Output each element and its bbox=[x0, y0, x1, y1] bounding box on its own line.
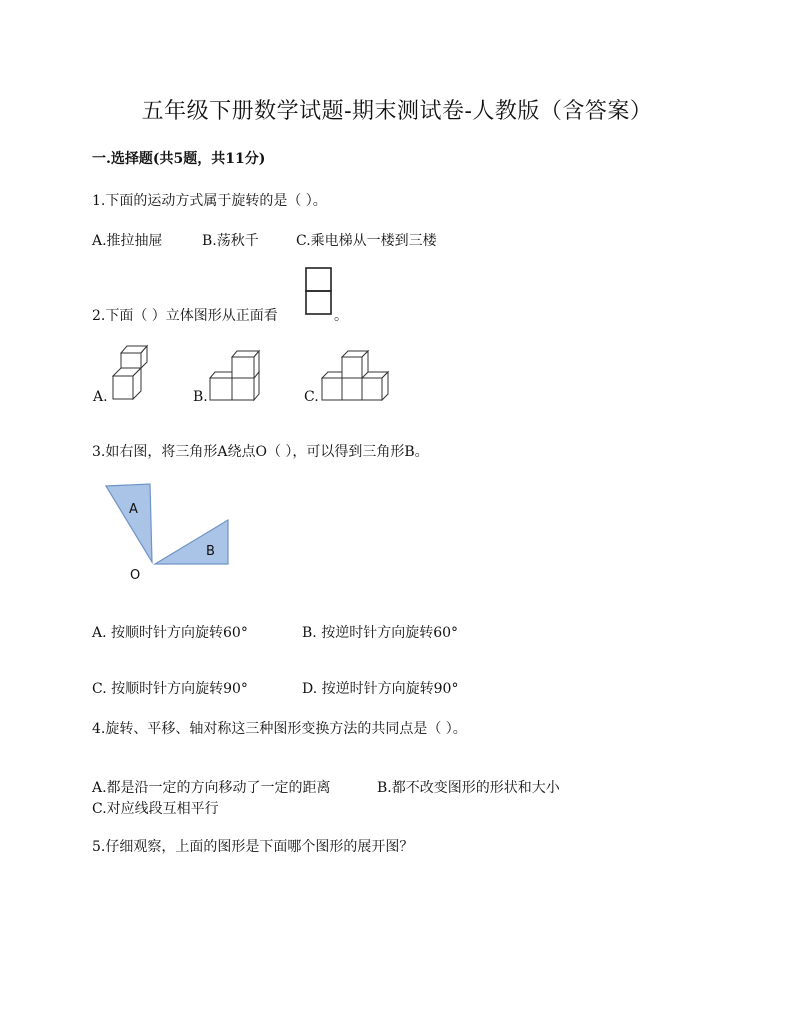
q4-option-c: C.对应线段互相平行 bbox=[92, 801, 219, 817]
q1-option-b: B.荡秋千 bbox=[202, 233, 259, 249]
rotation-figure bbox=[100, 478, 240, 588]
question-4: 4.旋转、平移、轴对称这三种图形变换方法的共同点是（ ）。 bbox=[92, 721, 467, 737]
q2-option-b: B. bbox=[193, 389, 208, 405]
q2-option-c: C. bbox=[304, 389, 319, 405]
cube-figure-b bbox=[207, 348, 262, 403]
q3-option-b: B. 按逆时针方向旋转60° bbox=[302, 625, 459, 641]
question-2-tail: 。 bbox=[334, 308, 348, 324]
q3-option-a: A. 按顺时针方向旋转60° bbox=[92, 625, 248, 641]
q4-option-b: B.都不改变图形的形状和大小 bbox=[377, 780, 560, 796]
q1-option-c: C.乘电梯从一楼到三楼 bbox=[296, 233, 437, 249]
question-2: 2.下面（ ）立体图形从正面看 bbox=[92, 308, 278, 324]
point-o-label: O bbox=[130, 568, 141, 583]
question-5: 5.仔细观察，上面的图形是下面哪个图形的展开图？ bbox=[92, 839, 414, 855]
section-heading: 一.选择题(共5题，共11分) bbox=[92, 151, 266, 167]
cube-figure-c bbox=[319, 348, 394, 403]
q4-option-a: A.都是沿一定的方向移动了一定的距离 bbox=[92, 780, 331, 796]
q1-option-a: A.推拉抽屉 bbox=[92, 233, 163, 249]
front-view-figure bbox=[305, 267, 333, 317]
q2-option-a: A. bbox=[93, 389, 108, 405]
page-title: 五年级下册数学试题-期末测试卷-人教版（含答案） bbox=[141, 99, 653, 124]
cube-figure-a bbox=[110, 343, 155, 403]
triangle-a bbox=[106, 484, 152, 562]
q3-option-c: C. 按顺时针方向旋转90° bbox=[92, 681, 248, 697]
triangle-a-label: A bbox=[129, 502, 138, 517]
question-3: 3.如右图，将三角形A绕点O（ ），可以得到三角形B。 bbox=[92, 444, 429, 460]
q3-option-d: D. 按逆时针方向旋转90° bbox=[302, 681, 459, 697]
triangle-b-label: B bbox=[206, 544, 215, 559]
triangle-b bbox=[155, 520, 228, 564]
question-1: 1.下面的运动方式属于旋转的是（ ）。 bbox=[92, 193, 327, 209]
